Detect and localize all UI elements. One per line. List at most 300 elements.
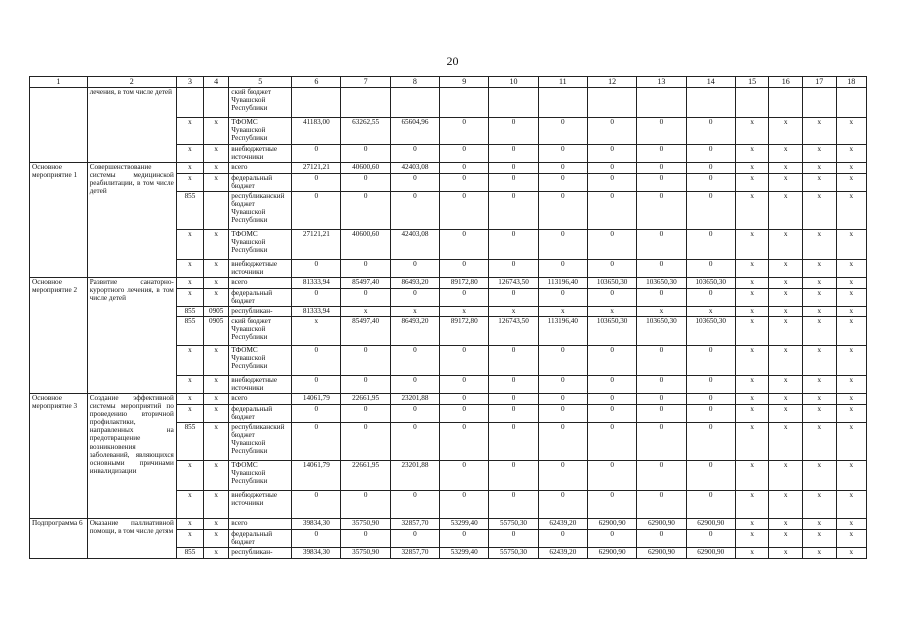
value-cell: 89172,80	[440, 317, 489, 346]
value-cell: 0	[341, 289, 390, 307]
value-cell: 0	[390, 192, 439, 230]
value-cell: 0	[538, 192, 587, 230]
value-cell: 42403,08	[390, 230, 439, 260]
value-cell: 62900,90	[686, 519, 735, 530]
value-cell: 0	[686, 394, 735, 405]
value-cell: 0	[637, 530, 686, 548]
responsible-code-cell: x	[176, 461, 203, 491]
section-code-cell: x	[204, 174, 229, 192]
value-cell: 0	[637, 394, 686, 405]
value-cell: x	[769, 289, 803, 307]
value-cell: 0	[390, 405, 439, 423]
section-code-cell: x	[204, 491, 229, 519]
value-cell: 22661,95	[341, 461, 390, 491]
value-cell: x	[769, 405, 803, 423]
value-cell: x	[802, 405, 836, 423]
header-cell: 13	[637, 77, 686, 88]
funding-source-cell: федеральный бюджет	[229, 289, 292, 307]
value-cell	[735, 88, 769, 118]
header-cell: 12	[587, 77, 636, 88]
value-cell: 0	[538, 145, 587, 163]
value-cell: 0	[637, 346, 686, 376]
value-cell: 23201,88	[390, 461, 439, 491]
value-cell: x	[802, 548, 836, 559]
value-cell: 0	[538, 530, 587, 548]
value-cell: 0	[686, 118, 735, 145]
value-cell: x	[341, 307, 390, 317]
section-code-cell: x	[204, 230, 229, 260]
value-cell: x	[735, 519, 769, 530]
value-cell: 0	[390, 289, 439, 307]
section-code-cell: x	[204, 376, 229, 394]
value-cell: 0	[637, 192, 686, 230]
value-cell: x	[802, 145, 836, 163]
value-cell: 0	[440, 145, 489, 163]
value-cell: 39834,30	[292, 519, 341, 530]
responsible-code-cell	[176, 88, 203, 118]
value-cell: x	[292, 317, 341, 346]
value-cell: x	[735, 174, 769, 192]
value-cell: x	[735, 307, 769, 317]
value-cell	[836, 88, 866, 118]
value-cell: x	[836, 376, 866, 394]
value-cell: 0	[440, 163, 489, 174]
funding-source-cell: республикан-	[229, 307, 292, 317]
value-cell: 0	[440, 289, 489, 307]
value-cell: 0	[538, 491, 587, 519]
value-cell: 0	[341, 174, 390, 192]
responsible-code-cell: x	[176, 289, 203, 307]
section-code-cell: 0905	[204, 317, 229, 346]
header-cell: 5	[229, 77, 292, 88]
funding-source-cell: ский бюджет Чувашской Республики	[229, 88, 292, 118]
value-cell: 103650,30	[686, 317, 735, 346]
section-code-cell: x	[204, 461, 229, 491]
value-cell: x	[735, 461, 769, 491]
value-cell: x	[735, 491, 769, 519]
value-cell: 62900,90	[686, 548, 735, 559]
value-cell: 0	[489, 174, 538, 192]
value-cell: x	[735, 278, 769, 289]
section-code-cell: x	[204, 260, 229, 278]
value-cell: 0	[341, 530, 390, 548]
value-cell: 0	[489, 192, 538, 230]
funding-source-cell: всего	[229, 163, 292, 174]
funding-source-cell: всего	[229, 394, 292, 405]
value-cell: x	[735, 346, 769, 376]
value-cell: 0	[637, 174, 686, 192]
responsible-code-cell: x	[176, 260, 203, 278]
measure-name-cell	[30, 88, 88, 163]
value-cell: 27121,21	[292, 230, 341, 260]
value-cell: 0	[489, 461, 538, 491]
header-cell: 15	[735, 77, 769, 88]
value-cell: 53299,40	[440, 519, 489, 530]
value-cell: 0	[637, 289, 686, 307]
value-cell: x	[802, 278, 836, 289]
value-cell: 0	[292, 376, 341, 394]
budget-table	[29, 76, 867, 559]
value-cell: 35750,90	[341, 519, 390, 530]
value-cell: x	[802, 423, 836, 461]
funding-source-cell: ТФОМС Чувашской Республики	[229, 346, 292, 376]
value-cell	[802, 88, 836, 118]
value-cell: 0	[341, 346, 390, 376]
value-cell: x	[836, 289, 866, 307]
measure-description-cell: Создание эффективной системы мероприятий по проведению вторичной профилактики, направленных на предотвращение возникновения заболеваний, являющихся основными причинами инвалидизации	[87, 394, 176, 519]
value-cell: x	[735, 289, 769, 307]
table-row	[30, 278, 867, 289]
value-cell: x	[489, 307, 538, 317]
value-cell: 32857,70	[390, 519, 439, 530]
header-cell: 4	[204, 77, 229, 88]
value-cell: 62439,20	[538, 519, 587, 530]
value-cell: x	[802, 307, 836, 317]
value-cell: x	[836, 145, 866, 163]
value-cell: x	[769, 394, 803, 405]
section-code-cell: x	[204, 289, 229, 307]
funding-source-cell: внебюджетные источники	[229, 145, 292, 163]
value-cell	[538, 88, 587, 118]
responsible-code-cell: 855	[176, 307, 203, 317]
value-cell: 27121,21	[292, 163, 341, 174]
value-cell: 0	[637, 491, 686, 519]
value-cell: 0	[489, 405, 538, 423]
responsible-code-cell: 855	[176, 192, 203, 230]
measure-name-cell: Подпрограмма 6	[30, 519, 88, 559]
value-cell: 0	[440, 192, 489, 230]
value-cell: 0	[341, 491, 390, 519]
value-cell: 86493,20	[390, 317, 439, 346]
value-cell: 0	[538, 346, 587, 376]
value-cell: x	[836, 530, 866, 548]
value-cell: 0	[440, 394, 489, 405]
value-cell: 0	[390, 174, 439, 192]
value-cell: 0	[440, 491, 489, 519]
value-cell: 0	[587, 376, 636, 394]
value-cell: 0	[341, 260, 390, 278]
value-cell: 0	[440, 405, 489, 423]
funding-source-cell: федеральный бюджет	[229, 405, 292, 423]
section-code-cell	[204, 88, 229, 118]
value-cell: 40600,60	[341, 163, 390, 174]
value-cell: 0	[538, 260, 587, 278]
value-cell: 0	[686, 530, 735, 548]
value-cell: x	[802, 230, 836, 260]
value-cell: 0	[637, 260, 686, 278]
value-cell: 0	[538, 174, 587, 192]
value-cell: x	[735, 548, 769, 559]
value-cell: 0	[440, 174, 489, 192]
value-cell: x	[686, 307, 735, 317]
value-cell: 103650,30	[686, 278, 735, 289]
value-cell: 0	[292, 192, 341, 230]
value-cell: x	[802, 376, 836, 394]
responsible-code-cell: x	[176, 174, 203, 192]
responsible-code-cell: x	[176, 491, 203, 519]
value-cell: x	[802, 461, 836, 491]
value-cell	[390, 88, 439, 118]
value-cell	[489, 88, 538, 118]
value-cell: 62900,90	[587, 548, 636, 559]
value-cell: x	[769, 346, 803, 376]
header-cell: 11	[538, 77, 587, 88]
header-cell: 1	[30, 77, 88, 88]
value-cell: x	[802, 163, 836, 174]
value-cell: x	[538, 307, 587, 317]
value-cell: 14061,79	[292, 394, 341, 405]
value-cell: 0	[587, 230, 636, 260]
responsible-code-cell: x	[176, 278, 203, 289]
value-cell: x	[836, 346, 866, 376]
responsible-code-cell: x	[176, 118, 203, 145]
value-cell: 81333,94	[292, 278, 341, 289]
value-cell: 0	[587, 145, 636, 163]
value-cell: 40600,60	[341, 230, 390, 260]
value-cell: 0	[637, 230, 686, 260]
value-cell: 0	[538, 423, 587, 461]
value-cell: 0	[489, 346, 538, 376]
value-cell: x	[802, 491, 836, 519]
value-cell	[637, 88, 686, 118]
value-cell: 0	[686, 289, 735, 307]
value-cell: 0	[390, 145, 439, 163]
responsible-code-cell: x	[176, 163, 203, 174]
measure-name-cell: Основное мероприятие 1	[30, 163, 88, 278]
value-cell: x	[802, 260, 836, 278]
header-cell: 6	[292, 77, 341, 88]
header-cell: 2	[87, 77, 176, 88]
value-cell: x	[735, 118, 769, 145]
value-cell: 0	[390, 491, 439, 519]
value-cell: x	[836, 307, 866, 317]
value-cell: 0	[637, 376, 686, 394]
value-cell: 0	[489, 118, 538, 145]
value-cell: 103650,30	[637, 278, 686, 289]
responsible-code-cell: x	[176, 376, 203, 394]
value-cell: 0	[390, 423, 439, 461]
funding-source-cell: федеральный бюджет	[229, 174, 292, 192]
section-code-cell: x	[204, 278, 229, 289]
value-cell: x	[735, 376, 769, 394]
section-code-cell: x	[204, 405, 229, 423]
value-cell: 0	[390, 346, 439, 376]
value-cell: x	[735, 163, 769, 174]
value-cell: 0	[292, 289, 341, 307]
value-cell: 0	[341, 423, 390, 461]
section-code-cell: x	[204, 394, 229, 405]
value-cell: 126743,50	[489, 278, 538, 289]
value-cell: 0	[686, 405, 735, 423]
value-cell: 86493,20	[390, 278, 439, 289]
value-cell: x	[836, 423, 866, 461]
value-cell: 0	[440, 530, 489, 548]
value-cell: 0	[489, 230, 538, 260]
value-cell: x	[836, 163, 866, 174]
value-cell: 0	[538, 163, 587, 174]
value-cell	[440, 88, 489, 118]
value-cell: x	[769, 519, 803, 530]
value-cell: 0	[686, 491, 735, 519]
section-code-cell: x	[204, 346, 229, 376]
value-cell: x	[735, 530, 769, 548]
measure-description-cell: Оказание паллиативной помощи, в том числе детям	[87, 519, 176, 559]
value-cell: 0	[341, 405, 390, 423]
value-cell: x	[769, 163, 803, 174]
value-cell: 0	[686, 346, 735, 376]
header-cell: 17	[802, 77, 836, 88]
value-cell: 0	[440, 376, 489, 394]
funding-source-cell: федеральный бюджет	[229, 530, 292, 548]
section-code-cell: x	[204, 530, 229, 548]
value-cell: 0	[292, 174, 341, 192]
section-code-cell: x	[204, 423, 229, 461]
value-cell: 0	[440, 118, 489, 145]
value-cell: 0	[489, 289, 538, 307]
responsible-code-cell: x	[176, 230, 203, 260]
value-cell: x	[769, 423, 803, 461]
section-code-cell: x	[204, 145, 229, 163]
value-cell: x	[587, 307, 636, 317]
value-cell	[769, 88, 803, 118]
value-cell: 0	[686, 163, 735, 174]
value-cell: x	[735, 260, 769, 278]
value-cell: 0	[538, 230, 587, 260]
table-row	[30, 163, 867, 174]
value-cell: x	[769, 118, 803, 145]
table-row	[30, 394, 867, 405]
value-cell: 113196,40	[538, 317, 587, 346]
responsible-code-cell: 855	[176, 423, 203, 461]
value-cell: 0	[637, 118, 686, 145]
value-cell: 0	[686, 461, 735, 491]
value-cell: 103650,30	[637, 317, 686, 346]
value-cell: x	[802, 317, 836, 346]
value-cell: 62900,90	[637, 519, 686, 530]
value-cell: 0	[538, 461, 587, 491]
value-cell: x	[836, 461, 866, 491]
value-cell: x	[836, 519, 866, 530]
funding-source-cell: республиканский бюджет Чувашской Республики	[229, 423, 292, 461]
value-cell: 0	[686, 174, 735, 192]
value-cell: 0	[637, 405, 686, 423]
section-code-cell: x	[204, 519, 229, 530]
value-cell: 0	[538, 405, 587, 423]
value-cell: 0	[686, 230, 735, 260]
value-cell: 0	[440, 260, 489, 278]
value-cell: 0	[489, 376, 538, 394]
value-cell: 0	[587, 491, 636, 519]
value-cell: 0	[292, 491, 341, 519]
value-cell: 0	[489, 491, 538, 519]
value-cell: x	[735, 394, 769, 405]
value-cell: x	[802, 289, 836, 307]
funding-source-cell: ТФОМС Чувашской Республики	[229, 461, 292, 491]
value-cell: x	[769, 174, 803, 192]
value-cell: x	[802, 530, 836, 548]
responsible-code-cell: x	[176, 405, 203, 423]
value-cell: 0	[440, 346, 489, 376]
funding-source-cell: ТФОМС Чувашской Республики	[229, 230, 292, 260]
value-cell: 0	[686, 260, 735, 278]
value-cell: 0	[489, 163, 538, 174]
header-cell: 3	[176, 77, 203, 88]
value-cell: x	[769, 530, 803, 548]
value-cell: 35750,90	[341, 548, 390, 559]
value-cell: 126743,50	[489, 317, 538, 346]
value-cell: 0	[292, 423, 341, 461]
value-cell: 39834,30	[292, 548, 341, 559]
value-cell: 0	[587, 461, 636, 491]
funding-source-cell: ТФОМС Чувашской Республики	[229, 118, 292, 145]
value-cell: 62900,90	[587, 519, 636, 530]
value-cell: 14061,79	[292, 461, 341, 491]
value-cell: x	[836, 260, 866, 278]
value-cell: x	[802, 192, 836, 230]
value-cell: 0	[587, 118, 636, 145]
value-cell: x	[769, 230, 803, 260]
value-cell: x	[390, 307, 439, 317]
header-row	[30, 77, 867, 88]
value-cell: x	[769, 260, 803, 278]
header-cell: 10	[489, 77, 538, 88]
page-number: 20	[446, 54, 459, 68]
value-cell: x	[802, 346, 836, 376]
value-cell: 42403,08	[390, 163, 439, 174]
header-cell: 14	[686, 77, 735, 88]
value-cell: x	[769, 317, 803, 346]
responsible-code-cell: x	[176, 394, 203, 405]
section-code-cell: 0905	[204, 307, 229, 317]
value-cell: 0	[587, 174, 636, 192]
value-cell: 0	[587, 289, 636, 307]
value-cell: 0	[390, 530, 439, 548]
value-cell: 0	[341, 376, 390, 394]
value-cell: 0	[637, 163, 686, 174]
header-cell: 16	[769, 77, 803, 88]
value-cell: 22661,95	[341, 394, 390, 405]
value-cell: 0	[637, 423, 686, 461]
header-cell: 8	[390, 77, 439, 88]
value-cell: 0	[292, 405, 341, 423]
value-cell: 65604,96	[390, 118, 439, 145]
value-cell: 0	[686, 145, 735, 163]
header-cell: 9	[440, 77, 489, 88]
value-cell: 0	[587, 346, 636, 376]
value-cell: 0	[686, 376, 735, 394]
header-cell: 18	[836, 77, 866, 88]
funding-source-cell: всего	[229, 519, 292, 530]
measure-description-cell: Совершенствование системы медицинской реабилитации, в том числе детей	[87, 163, 176, 278]
value-cell: x	[836, 278, 866, 289]
value-cell: x	[735, 192, 769, 230]
table-row	[30, 519, 867, 530]
value-cell: x	[735, 317, 769, 346]
funding-source-cell: республиканский бюджет Чувашской Республики	[229, 192, 292, 230]
funding-source-cell: всего	[229, 278, 292, 289]
section-code-cell: x	[204, 548, 229, 559]
value-cell: 23201,88	[390, 394, 439, 405]
value-cell: 0	[637, 145, 686, 163]
section-code-cell	[204, 192, 229, 230]
value-cell: 55750,30	[489, 519, 538, 530]
value-cell: 103650,30	[587, 317, 636, 346]
section-code-cell: x	[204, 163, 229, 174]
value-cell: x	[769, 278, 803, 289]
value-cell: 89172,80	[440, 278, 489, 289]
value-cell: 0	[637, 461, 686, 491]
value-cell: 0	[587, 405, 636, 423]
